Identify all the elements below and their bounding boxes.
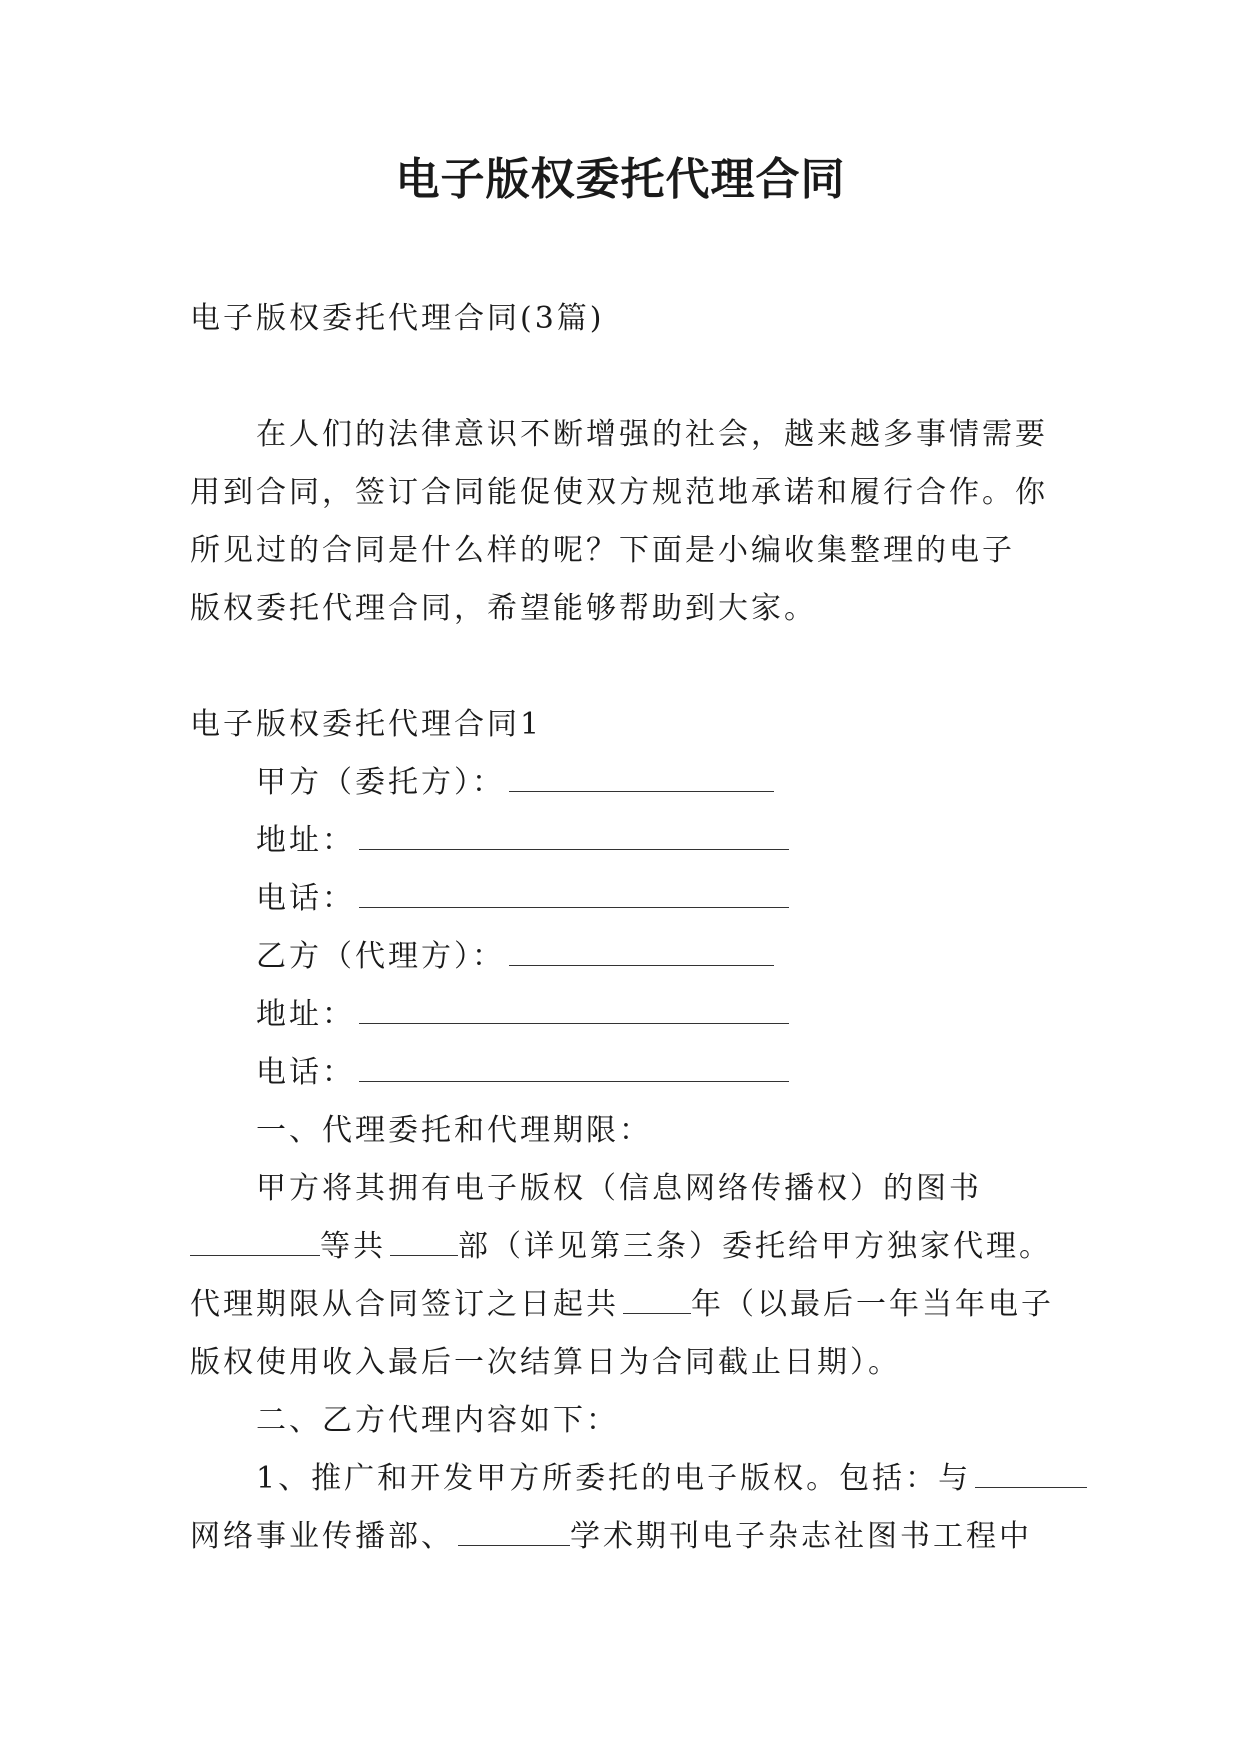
- section-1-line: 版权使用收入最后一次结算日为合同截止日期）。: [190, 1345, 901, 1380]
- party-a-blank[interactable]: [509, 759, 774, 792]
- document-title: 电子版权委托代理合同: [395, 154, 846, 205]
- section-1-line: [190, 1276, 1060, 1334]
- phone-b-blank[interactable]: [359, 1049, 789, 1082]
- journal-blank[interactable]: [458, 1513, 570, 1546]
- text-fragment: 网络事业传播部、: [190, 1519, 454, 1554]
- section-1-heading: 一、代理委托和代理期限：: [256, 1113, 652, 1148]
- party-b-label: 乙方（代理方）：: [256, 939, 505, 974]
- address-b-field: [190, 986, 1060, 1044]
- phone-a-label: 电话：: [256, 881, 355, 916]
- phone-b-label: 电话：: [256, 1055, 355, 1090]
- party-b-field: [190, 928, 1060, 986]
- phone-a-blank[interactable]: [359, 875, 789, 908]
- text-fragment: 学术期刊电子杂志社图书工程中: [570, 1519, 1032, 1554]
- section-2-line: [190, 1508, 1060, 1566]
- spacer: [190, 638, 1060, 696]
- text-fragment: 代理期限从合同签订之日起共: [190, 1287, 619, 1322]
- intro-line: 版权委托代理合同，希望能够帮助到大家。: [190, 591, 817, 626]
- address-b-label: 地址：: [256, 997, 355, 1032]
- intro-line: 用到合同，签订合同能促使双方规范地承诺和履行合作。你: [190, 475, 1048, 510]
- text-fragment: 等共: [320, 1229, 386, 1264]
- spacer: [190, 348, 1060, 406]
- book-title-blank[interactable]: [190, 1223, 320, 1256]
- document-subtitle: 电子版权委托代理合同(3篇): [190, 301, 605, 336]
- section-2-heading: 二、乙方代理内容如下：: [256, 1403, 619, 1438]
- phone-a-field: [190, 870, 1060, 928]
- address-a-field: [190, 812, 1060, 870]
- section-1-line: 甲方将其拥有电子版权（信息网络传播权）的图书: [256, 1171, 982, 1206]
- text-fragment: 部（详见第三条）委托给甲方独家代理。: [458, 1229, 1052, 1264]
- book-count-blank[interactable]: [390, 1223, 458, 1256]
- years-blank[interactable]: [623, 1281, 691, 1314]
- text-fragment: 1、推广和开发甲方所委托的电子版权。包括：与: [256, 1461, 972, 1496]
- text-fragment: 年（以最后一年当年电子: [691, 1287, 1054, 1322]
- intro-line: 在人们的法律意识不断增强的社会，越来越多事情需要: [256, 417, 1048, 452]
- address-a-label: 地址：: [256, 823, 355, 858]
- address-b-blank[interactable]: [359, 991, 789, 1024]
- section-1-line: [190, 1218, 1060, 1276]
- party-b-blank[interactable]: [509, 933, 774, 966]
- party-a-field: [190, 754, 1060, 812]
- partner-blank[interactable]: [975, 1455, 1087, 1488]
- phone-b-field: [190, 1044, 1060, 1102]
- contract-heading: 电子版权委托代理合同1: [190, 707, 543, 742]
- section-2-line: [190, 1450, 1060, 1508]
- address-a-blank[interactable]: [359, 817, 789, 850]
- document-body: [190, 290, 1060, 1566]
- party-a-label: 甲方（委托方）：: [256, 765, 505, 800]
- intro-line: 所见过的合同是什么样的呢？下面是小编收集整理的电子: [190, 533, 1015, 568]
